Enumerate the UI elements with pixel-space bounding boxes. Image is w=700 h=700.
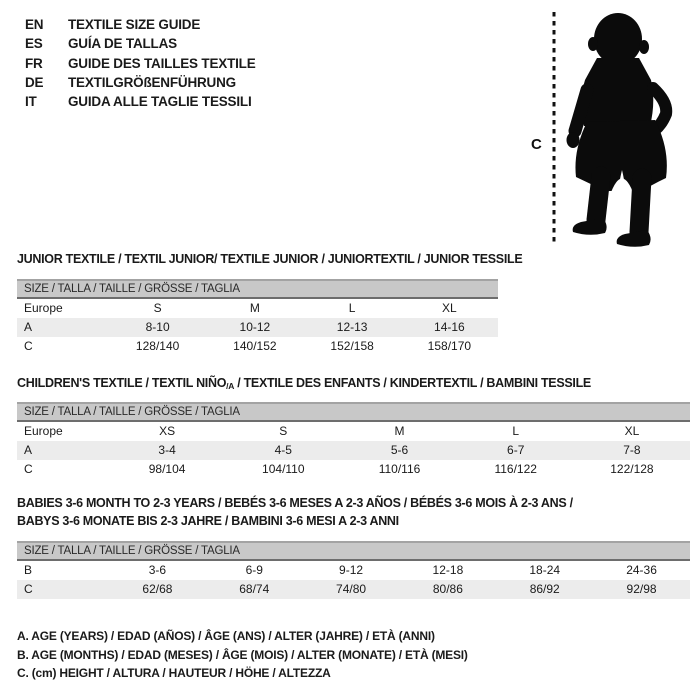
row-label: Europe — [24, 424, 63, 438]
language-code: DE — [25, 74, 44, 90]
table-cell: L — [512, 424, 520, 438]
babies-title-line2: BABYS 3-6 MONATE BIS 2-3 JAHRE / BAMBINI 3-6 MESI A 2-3 ANNI — [17, 513, 399, 528]
table-row — [17, 441, 690, 460]
footnote: B. AGE (MONTHS) / EDAD (MESES) / ÂGE (MOIS) / ALTER (MONATE) / ETÀ (MESI) — [17, 647, 468, 662]
table-cell: 98/104 — [148, 462, 186, 476]
table-cell: S — [153, 301, 162, 315]
table-cell: 24-36 — [626, 563, 657, 577]
language-row — [25, 34, 256, 53]
junior-table-title: JUNIOR TEXTILE / TEXTIL JUNIOR/ TEXTILE JUNIOR / JUNIORTEXTIL / JUNIOR TESSILE — [17, 252, 523, 266]
row-label: Europe — [24, 301, 63, 315]
row-label: C — [24, 339, 33, 353]
table-cell: M — [394, 424, 405, 438]
table-cell: 7-8 — [623, 443, 641, 457]
table-cell: 5-6 — [390, 443, 409, 457]
babies-title-line1: BABIES 3-6 MONTH TO 2-3 YEARS / BEBÉS 3-6 MESES A 2-3 AÑOS / BÉBÉS 3-6 MOIS À 2-3 ANS / — [17, 496, 573, 510]
babies-size-table — [17, 541, 690, 599]
language-label: GUIDE DES TAILLES TEXTILE — [68, 55, 256, 71]
table-cell: 3-4 — [158, 443, 176, 457]
language-code: FR — [25, 55, 43, 71]
row-label: B — [24, 563, 33, 577]
table-row — [17, 299, 498, 318]
table-cell: 92/98 — [626, 582, 657, 596]
children-title-suffix: / TEXTILE DES ENFANTS / KINDERTEXTIL / BAMBINI TESSILE — [234, 376, 591, 390]
child-figure-area — [515, 4, 697, 252]
language-label: TEXTILE SIZE GUIDE — [68, 17, 201, 32]
table-cell: S — [279, 424, 288, 438]
table-cell: XL — [442, 301, 457, 315]
toddler-silhouette-graphic — [515, 4, 697, 252]
table-row — [17, 337, 498, 356]
table-cell: 8-10 — [145, 320, 170, 334]
table-cell: 110/116 — [378, 462, 421, 476]
table-cell: XL — [624, 424, 640, 438]
table-cell: 6-9 — [245, 563, 263, 577]
footnote-list — [17, 627, 468, 683]
table-cell: 6-7 — [507, 443, 525, 457]
language-list — [25, 15, 256, 111]
babies-table-title — [17, 495, 617, 530]
table-cell: 68/74 — [239, 582, 270, 596]
table-cell: 10-12 — [239, 320, 271, 334]
table-row — [17, 580, 690, 599]
language-row — [25, 54, 256, 73]
language-label: GUÍA DE TALLAS — [68, 36, 177, 52]
table-cell: 152/158 — [330, 339, 374, 353]
table-cell: 104/110 — [262, 462, 305, 476]
row-label: A — [24, 443, 33, 457]
size-header-band: SIZE / TALLA / TAILLE / GRÖSSE / TAGLIA — [17, 279, 498, 299]
height-label: C — [531, 136, 542, 153]
footnote: C. (cm) HEIGHT / ALTURA / HAUTEUR / HÖHE / ALTEZZA — [17, 666, 331, 681]
language-label: GUIDA ALLE TAGLIE TESSILI — [68, 94, 252, 110]
table-cell: 18-24 — [529, 563, 561, 577]
table-cell: 62/68 — [142, 582, 173, 596]
table-row — [17, 561, 690, 580]
table-cell: 86/92 — [529, 582, 560, 596]
table-cell: 74/80 — [336, 582, 367, 596]
junior-size-table — [17, 279, 498, 356]
language-row — [25, 15, 256, 34]
table-cell: 14-16 — [434, 320, 465, 334]
language-code: EN — [25, 17, 44, 32]
row-label: C — [24, 582, 33, 596]
language-code: IT — [25, 94, 37, 110]
table-cell: 158/170 — [427, 339, 472, 353]
size-header-band: SIZE / TALLA / TAILLE / GRÖSSE / TAGLIA — [17, 541, 690, 561]
children-title-sub: /A — [226, 381, 235, 391]
table-cell: 12-13 — [336, 320, 368, 334]
size-header-band: SIZE / TALLA / TAILLE / GRÖSSE / TAGLIA — [17, 402, 690, 422]
table-row — [17, 422, 690, 441]
table-cell: 12-18 — [432, 563, 464, 577]
language-row — [25, 73, 256, 92]
table-cell: 116/122 — [494, 462, 537, 476]
table-cell: 128/140 — [135, 339, 180, 353]
table-cell: 3-6 — [148, 563, 167, 577]
row-label: A — [24, 320, 33, 334]
language-row — [25, 92, 256, 111]
language-label: TEXTILGRÖßENFÜHRUNG — [68, 74, 236, 90]
children-size-table — [17, 402, 690, 479]
table-cell: XS — [159, 424, 176, 438]
table-row — [17, 460, 690, 479]
row-label: C — [24, 462, 33, 476]
children-title-prefix: CHILDREN'S TEXTILE / TEXTIL NIÑO — [17, 376, 227, 390]
footnote: A. AGE (YEARS) / EDAD (AÑOS) / ÂGE (ANS) / ALTER (JAHRE) / ETÀ (ANNI) — [17, 629, 435, 643]
table-cell: 80/86 — [432, 582, 463, 596]
children-table-title — [17, 375, 591, 396]
table-cell: 140/152 — [233, 339, 277, 353]
table-cell: 9-12 — [339, 563, 364, 577]
table-cell: 4-5 — [274, 443, 292, 457]
toddler-silhouette — [567, 13, 667, 247]
table-cell: M — [249, 301, 260, 315]
table-cell: 122/128 — [610, 462, 654, 476]
table-cell: L — [348, 301, 356, 315]
table-row — [17, 318, 498, 337]
language-code: ES — [25, 36, 43, 52]
